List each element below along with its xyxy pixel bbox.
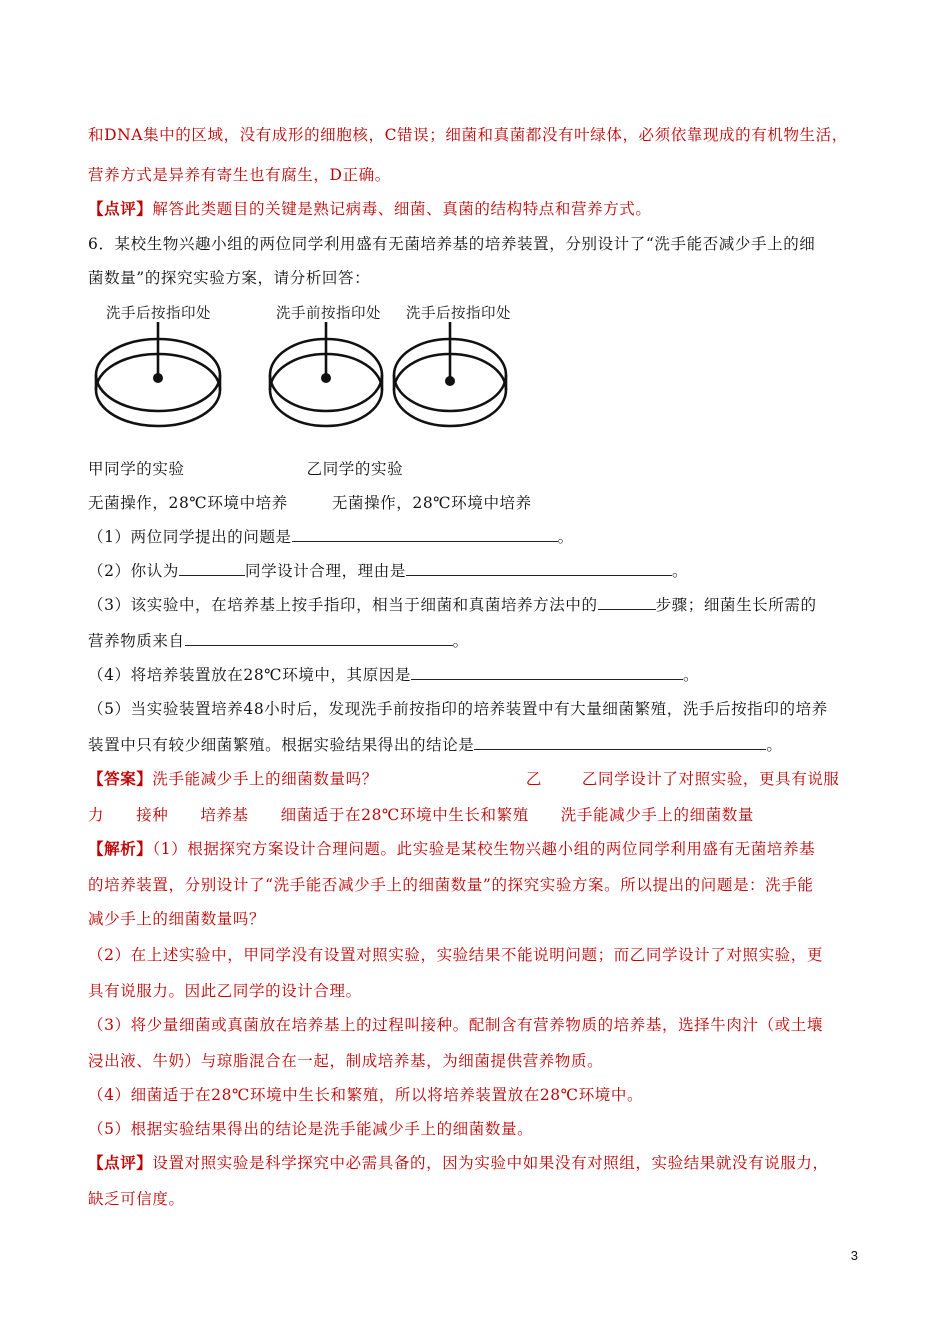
fingerprint-dot-a [153,373,163,383]
analysis-p3-line1: （3）将少量细菌或真菌放在培养基上的过程叫接种。配制含有营养物质的培养基，选择牛肉汁（或土壤 [88,1016,823,1034]
answer-3-cont: 力 [88,806,105,824]
comment2-tag: 【点评】 [88,1153,153,1172]
answer-tag: 【答案】 [88,769,153,788]
top-comment [88,198,652,220]
comment-tag: 【点评】 [88,199,153,218]
q4-answer-blank[interactable] [411,665,683,680]
q2-answer-blank-1[interactable] [179,561,245,576]
answer-4: 接种 [136,806,169,824]
q4-end: 。 [683,666,700,684]
answer-3: 乙同学设计了对照实验，更具有说服 [581,770,840,788]
q2-answer-blank-2[interactable] [406,561,672,576]
sub-question-2 [88,560,688,582]
q5-answer-blank[interactable] [474,735,766,750]
page-number: 3 [850,1248,858,1263]
q5-end: 。 [766,736,783,754]
answer-2: 乙 [525,770,542,788]
answer-5: 培养基 [200,806,249,824]
comment2-line2: 缺乏可信度。 [88,1190,185,1208]
answer-6: 细菌适于在28℃环境中生长和繁殖 [280,806,529,824]
condition-jia: 无菌操作，28℃环境中培养 [88,494,288,512]
q3b-text: 营养物质来自 [88,632,185,650]
q2-text: （2）你认为 [88,562,179,580]
petri-dish-figure [88,300,558,450]
analysis-p5: （5）根据实验结果得出的结论是洗手能减少手上的细菌数量。 [88,1120,534,1138]
comment-text: 解答此类题目的关键是熟记病毒、细菌、真菌的结构特点和营养方式。 [152,200,652,218]
q3-text: （3）该实验中，在培养基上按手指印，相当于细菌和真菌培养方法中的 [88,596,598,614]
q2-mid-text: 同学设计合理，理由是 [244,562,406,580]
caption-row [88,458,403,480]
analysis-tag: 【解析】 [88,839,153,858]
answer-row-2 [88,804,754,826]
q1-text: （1）两位同学提出的问题是 [88,528,292,546]
q3b-end: 。 [452,632,469,650]
caption-yi: 乙同学的实验 [306,460,404,478]
sub-question-4 [88,664,699,686]
analysis-p1-line1 [88,838,815,860]
sub-question-3b [88,630,469,652]
question-stem-2: 菌数量”的探究实验方案，请分析回答： [88,269,371,287]
comment2-text: 设置对照实验是科学探究中必需具备的，因为实验中如果没有对照组，实验结果就没有说服力， [152,1154,829,1172]
sub-question-3 [88,594,817,616]
q3-mid-text: 步骤；细菌生长所需的 [655,596,817,614]
sub-question-5b [88,734,783,756]
q4-text: （4）将培养装置放在28℃环境中，其原因是 [88,666,412,684]
answer-1: 洗手能减少手上的细菌数量吗？ [152,770,378,788]
q3-answer-blank-2[interactable] [185,631,453,646]
petri-dishes-svg [88,300,558,450]
answer-7: 洗手能减少手上的细菌数量 [560,806,754,824]
sub-question-5: （5）当实验装置培养48小时后，发现洗手前按指印的培养装置中有大量细菌繁殖，洗手后按指印的培养 [88,700,828,718]
top-line-2: 营养方式是异养有寄生也有腐生，D正确。 [88,166,391,184]
analysis-p2-line2: 具有说服力。因此乙同学的设计合理。 [88,982,362,1000]
analysis-p3-line2: 浸出液、牛奶）与琼脂混合在一起，制成培养基，为细菌提供营养物质。 [88,1052,604,1070]
answer-row-1 [88,768,840,790]
q2-end: 。 [671,562,689,580]
analysis-p4: （4）细菌适于在28℃环境中生长和繁殖，所以将培养装置放在28℃环境中。 [88,1086,644,1104]
q1-end: 。 [557,528,574,546]
q5-text: 装置中只有较少细菌繁殖。根据实验结果得出的结论是 [88,736,475,754]
top-line-1: 和DNA集中的区域，没有成形的细胞核，C错误；细菌和真菌都没有叶绿体，必须依靠现成的有机物生活， [88,126,848,144]
q3-answer-blank-1[interactable] [598,595,656,610]
fingerprint-dot-b [321,373,331,383]
sub-question-1 [88,526,574,548]
caption-jia: 甲同学的实验 [88,460,185,478]
question-stem-1: 6．某校生物兴趣小组的两位同学利用盛有无菌培养基的培养装置，分别设计了“洗手能否减少手上的细 [88,235,816,253]
analysis-p2-line1: （2）在上述实验中，甲同学没有设置对照实验，实验结果不能说明问题；而乙同学设计了对照实验，更 [88,946,823,964]
figure-label-c: 洗手后按指印处 [406,306,511,322]
fingerprint-dot-c [445,376,455,386]
condition-yi: 无菌操作，28℃环境中培养 [331,494,532,512]
condition-row [88,492,532,514]
q1-answer-blank[interactable] [292,527,558,542]
figure-label-b: 洗手前按指印处 [276,306,381,322]
analysis-p1-line2: 的培养装置，分别设计了“洗手能否减少手上的细菌数量”的探究实验方案。所以提出的问题是：洗手能 [88,876,814,894]
figure-label-a: 洗手后按指印处 [106,306,211,322]
analysis-p1-text: （1）根据探究方案设计合理问题。此实验是某校生物兴趣小组的两位同学利用盛有无菌培养基 [152,840,816,858]
analysis-p1-line3: 减少手上的细菌数量吗？ [88,910,266,928]
petri-dish-c [394,322,506,426]
comment2-line1 [88,1152,829,1174]
